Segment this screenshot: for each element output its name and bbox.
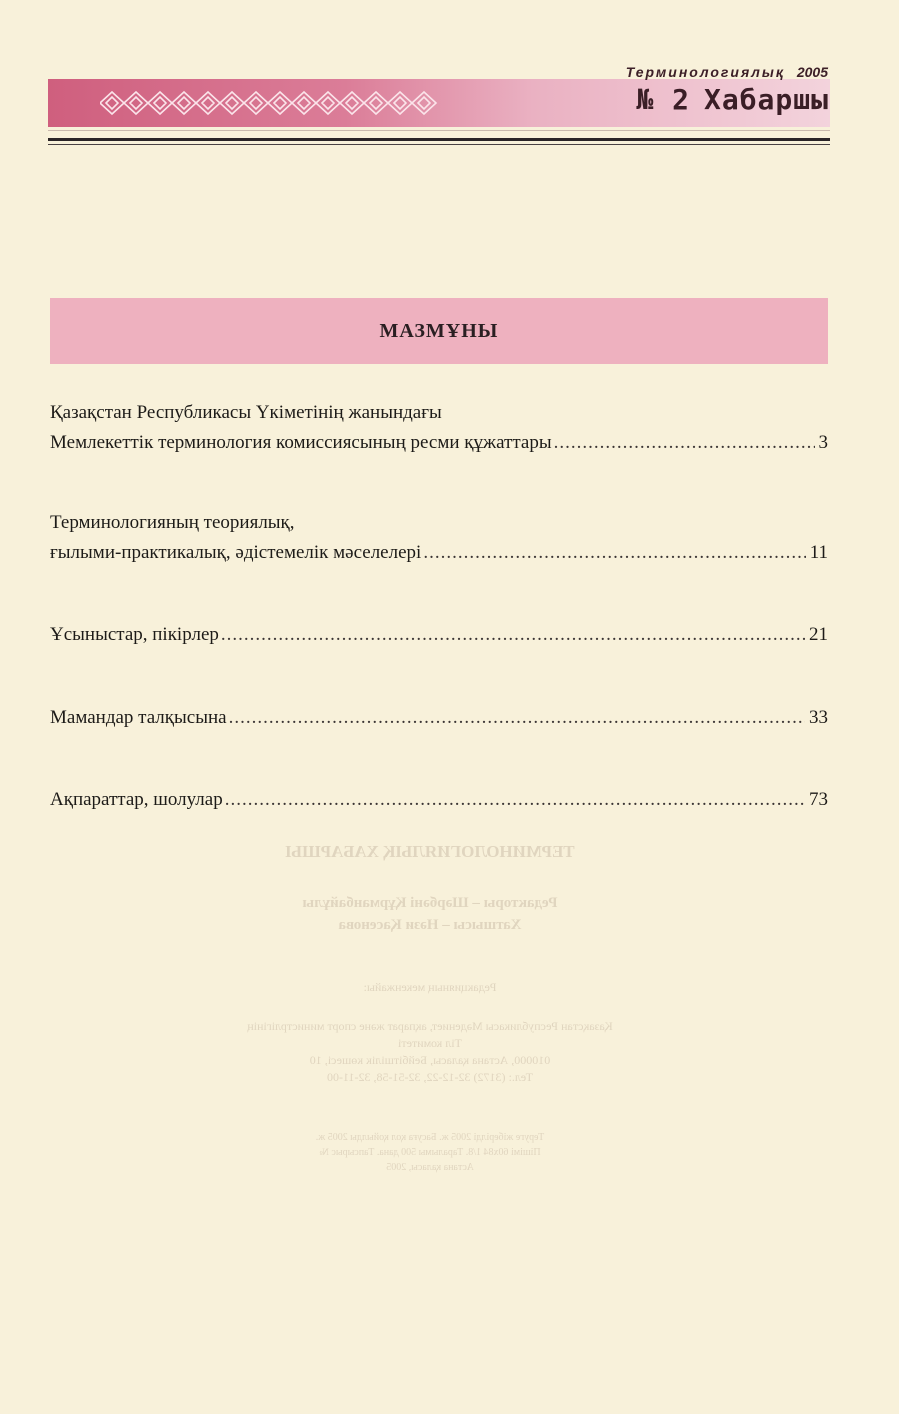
toc-leader-dots [229,703,805,733]
header-thin-top-rule [48,130,830,131]
toc-entry-line1: Терминологияның теориялық, [50,512,295,533]
issue-number: № 2 [636,83,690,116]
header-thin-rule [48,144,830,145]
bleed-through-address [150,1018,710,1086]
toc-page-number: 21 [809,624,828,645]
journal-name-text: Терминологиялық [625,64,785,80]
toc-entry-title: Мамандар талқысына [50,707,227,728]
toc-entry-specialists-discussion[interactable] [50,703,828,733]
toc-page-number: 33 [809,707,828,728]
toc-entry-line [50,703,828,733]
toc-page-number: 3 [818,432,828,453]
bleed-through-editors [150,892,710,936]
toc-page-number: 73 [809,789,828,810]
bleed-through-address-line: Қазақстан Республикасы Мәдениет, ақпарат және спорт министрлігінің [247,1019,613,1033]
bleed-through-imprint-line: Пішімі 60х84 1/8. Таралымы 500 дана. Тапсырыс № [319,1147,541,1158]
toc-entry-line [50,620,828,650]
toc-entry-theory-issues[interactable] [50,508,828,568]
toc-entry-title: ғылыми-практикалық, әдістемелік мәселелері [50,542,422,563]
toc-entry-information-reviews[interactable] [50,785,828,815]
bleed-through-editor: Редакторы – Шәрбәні Құрманбайұлы [302,895,558,911]
contents-banner [50,298,828,364]
toc-entry-line [50,785,828,815]
toc-entry-proposals[interactable] [50,620,828,650]
contents-heading: МАЗМҰНЫ [379,319,499,342]
issue-title-word: Хабаршы [703,83,829,116]
toc-leader-dots [221,620,805,650]
toc-leader-dots [554,428,815,458]
bleed-through-address-line: Тел.: (3172) 32-12-22, 32-51-58, 32-11-00 [326,1070,534,1084]
toc-entry-title: Ұсыныстар, пікірлер [50,624,219,645]
ornament-pattern-icon [100,84,450,122]
toc-entry-line2 [50,428,828,458]
bleed-through-imprint-line: Астана қаласы, 2005 [386,1162,474,1173]
journal-year: 2005 [796,64,828,80]
issue-heading [636,83,829,116]
toc-entry-official-documents[interactable] [50,398,828,458]
bleed-through-secretary: Хатшысы – Нәзи Қасенова [338,917,522,933]
bleed-through-title: ТЕРМИНОЛОГИЯЛЫҚ ХАБАРШЫ [285,842,575,861]
bleed-through-address-line: Тіл комитеті [398,1036,462,1050]
header-thick-rule [48,138,830,141]
toc-entry-title: Ақпараттар, шолулар [50,789,223,810]
toc-entry-line1: Қазақстан Республикасы Үкіметінің жанындағы [50,402,442,423]
bleed-through-address-line: 010000, Астана қаласы, Бейбітшілік көшесі, 10 [309,1053,551,1067]
toc-entry-title: Мемлекеттік терминология комиссиясының ресми құжаттары [50,432,552,453]
toc-leader-dots [225,785,805,815]
journal-header [0,0,899,160]
bleed-through-address-label: Редакцияның мекенжайы: [363,980,497,994]
toc-page-number: 11 [809,542,828,563]
toc-leader-dots [423,538,805,568]
bleed-through-imprint-line: Теруге жіберілді 2005 ж. Басуға қол қойылды 2005 ж. [315,1132,545,1143]
journal-name [626,64,828,80]
bleed-through-imprint [150,1130,710,1175]
toc-entry-line2 [50,538,828,568]
